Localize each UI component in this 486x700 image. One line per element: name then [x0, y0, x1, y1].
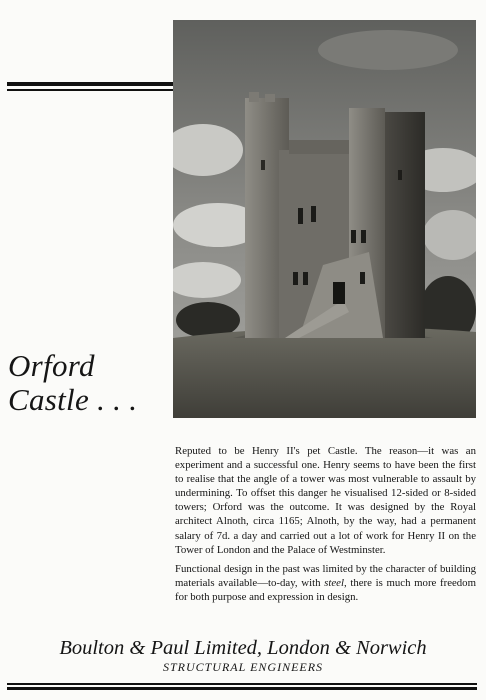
headline-line-2: Castle . . . [8, 382, 138, 417]
headline [8, 349, 137, 417]
top-left-double-rule [7, 82, 173, 91]
emphasis-steel: steel [324, 576, 344, 589]
headline-line-1: Orford [8, 348, 95, 383]
body-paragraph-2-start: Functional design in the past was limited by the character of building materials available—to-day, with [175, 562, 476, 589]
body-paragraph-1: Reputed to be Henry II's pet Castle. The reason—it was an experiment and a successful one. Henry seems to have been the first to realise that the angle of a tower was most vulnerable to assault by undermining. To offset this danger he visualised 12-sided or 8-sided towers; Orford was the outcome. It was designed by the Royal architect Alnoth, circa 1165; Alnoth, by the way, had a permanent salary of 7d. a day and carried out a lot of work for Henry II on the Tower of London and the Palace of Westminster. [175, 445, 476, 556]
company-tagline: STRUCTURAL ENGINEERS [162, 660, 324, 674]
article-body [175, 444, 476, 604]
body-paragraph-2 [175, 562, 476, 604]
bottom-double-rule [7, 683, 477, 690]
company-name: Boulton & Paul Limited, London & Norwich [59, 637, 427, 659]
castle-photograph [173, 20, 476, 418]
body-paragraph-2-end: , there is much more freedom for both purpose and expression in design. [175, 576, 476, 603]
